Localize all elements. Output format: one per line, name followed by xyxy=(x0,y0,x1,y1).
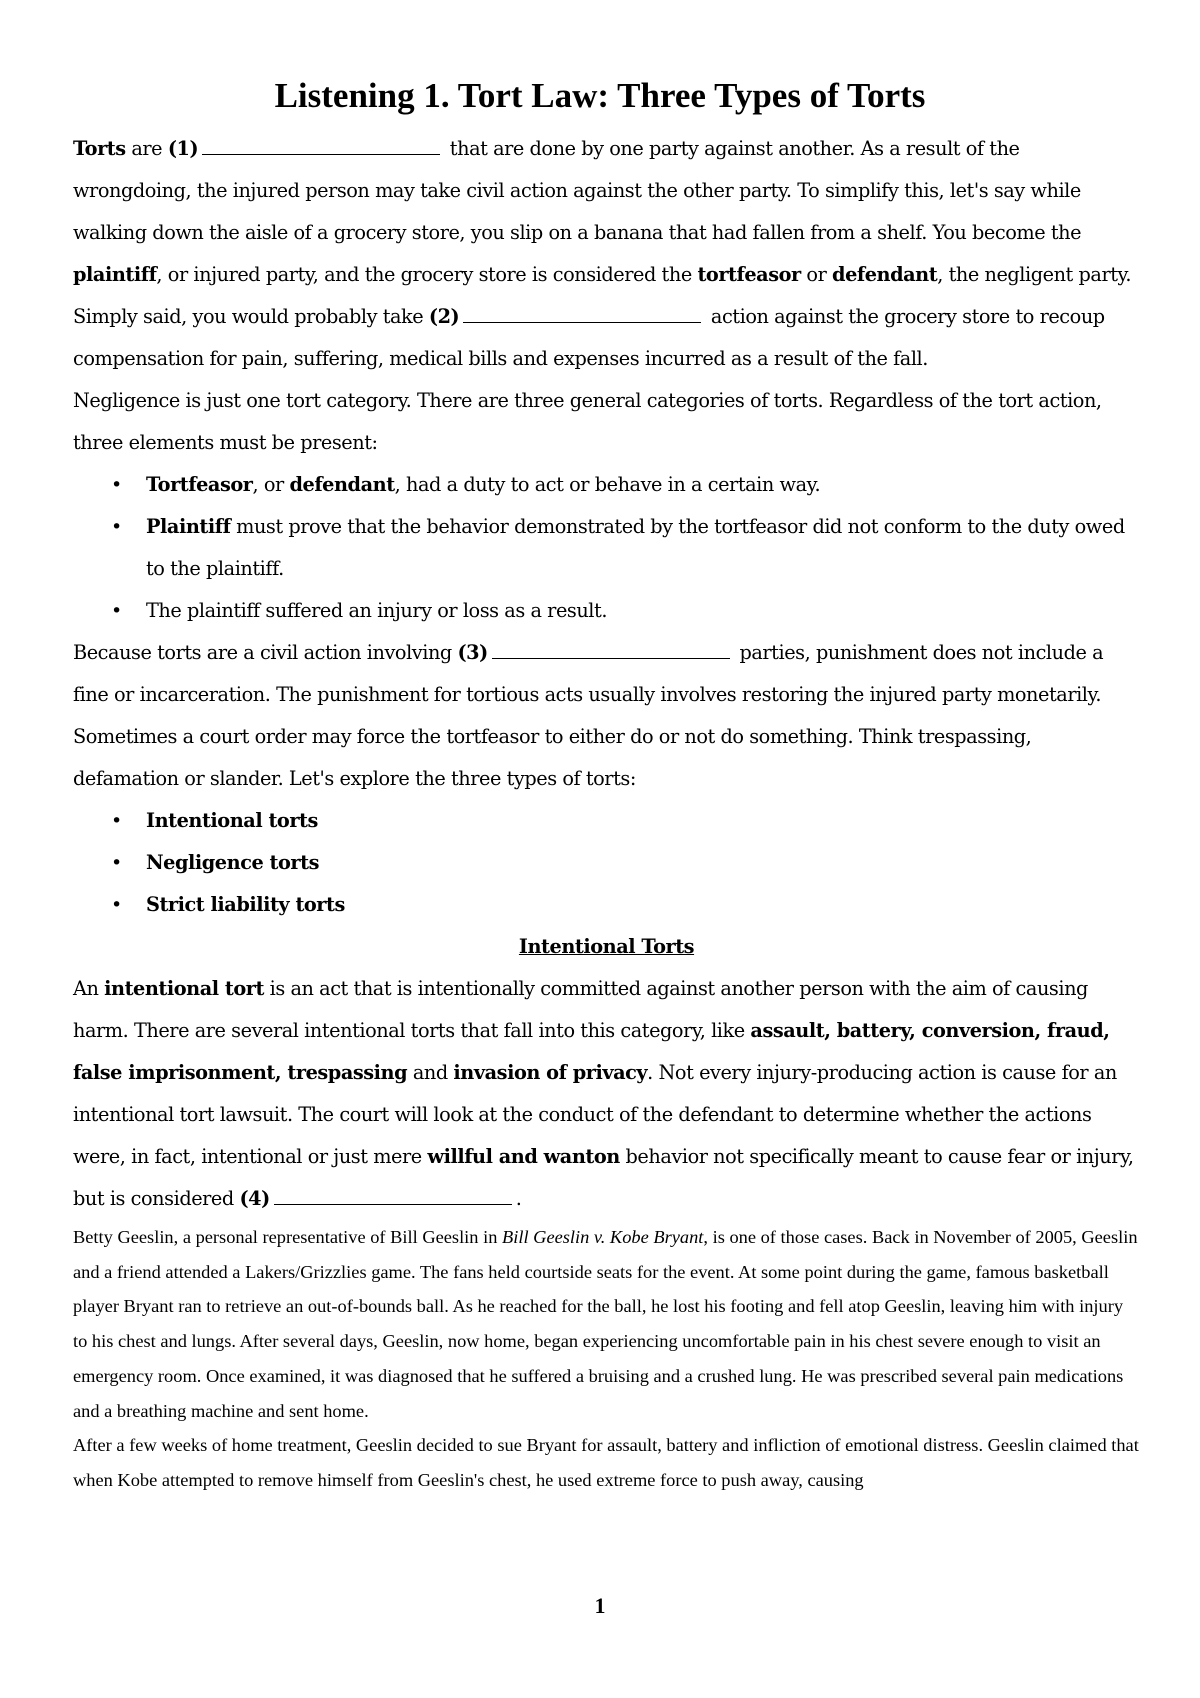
term-battery: battery xyxy=(836,1019,910,1042)
paragraph-intentional-tort xyxy=(73,968,1140,1220)
text-run: , is one of those cases. Back in November of 2005, Geeslin and a friend attended a Lakers/Grizzlies game. The fans held courtside seats for the event. At some point during the game, famous basketball player Bryant ran to retrieve an out-of-bounds ball. As he reached for the ball, he lost his footing and fell atop Geeslin, leaving him with injury to his chest and lungs. After several days, Geeslin, now home, began experiencing uncomfortable pain in his chest severe enough to visit an emergency room. Once examined, it was diagnosed that he suffered a bruising and a crushed lung. He was prescribed several pain medications and a breathing machine and sent home. xyxy=(73,1227,1138,1421)
paragraph-case-lawsuit: After a few weeks of home treatment, Geeslin decided to sue Bryant for assault, battery and infliction of emotional distress. Geeslin claimed that when Kobe attempted to remove himself from Geeslin's chest, he used extreme force to push away, causing xyxy=(73,1435,1139,1490)
blank-label-4: (4) xyxy=(239,1187,270,1210)
text-run: must prove that the behavior demonstrated by the tortfeasor did not conform to the duty owed to the plaintiff. xyxy=(146,515,1125,580)
section-heading-intentional-torts: Intentional Torts xyxy=(518,935,695,958)
term-defendant: defendant xyxy=(832,263,938,286)
term-willful-and-wanton: willful and wanton xyxy=(427,1145,620,1168)
text-run: , xyxy=(1034,1019,1048,1042)
term-tortfeasor: Tortfeasor xyxy=(146,473,253,496)
term-assault: assault xyxy=(750,1019,825,1042)
text-run: . Not every injury-producing action is cause for an intentional tort lawsuit. The court will look at the conduct of the defendant to determine whether the actions were, in fact, intentional or just mere xyxy=(73,1061,1117,1168)
text-run: Betty Geeslin, a personal representative of Bill Geeslin in xyxy=(73,1227,502,1247)
text-run: Because torts are a civil action involving xyxy=(73,641,458,664)
term-intentional-tort: intentional tort xyxy=(104,977,264,1000)
term-defendant: defendant xyxy=(289,473,395,496)
term-torts: Torts xyxy=(73,137,126,160)
tort-types-list xyxy=(73,800,1140,926)
text-run: or xyxy=(800,263,833,286)
text-run: , xyxy=(909,1019,922,1042)
text-run: , the negligent party. xyxy=(937,263,1132,286)
text-run: , xyxy=(824,1019,837,1042)
text-run: The plaintiff suffered an injury or loss as a result. xyxy=(146,599,608,622)
text-run: action against the grocery store to recoup compensation for pain, suffering, medical bills and expenses incurred as a result of the fall. xyxy=(73,305,1105,370)
fill-in-blank-3[interactable] xyxy=(492,638,730,659)
text-run: is an act that is intentionally committed against another person with the aim of causing harm. There are several intentional torts that fall into this category, like xyxy=(73,977,1088,1042)
term-conversion: conversion xyxy=(921,1019,1035,1042)
page-title: Listening 1. Tort Law: Three Types of Torts xyxy=(274,76,926,115)
fill-in-blank-1[interactable] xyxy=(202,134,440,155)
list-item xyxy=(73,464,1140,506)
text-run: that are done by one party against another. As a result of the wrongdoing, the injured person may take civil action against the other party. To simplify this, let's say while walking down the aisle of a grocery store, you slip on a banana that had fallen from a shelf. You become the xyxy=(73,137,1082,244)
text-run: , or injured party, and the grocery store is considered the xyxy=(156,263,698,286)
text-run: and xyxy=(407,1061,454,1084)
term-plaintiff: plaintiff xyxy=(73,263,157,286)
term-trespassing: trespassing xyxy=(287,1061,408,1084)
text-run: , had a duty to act or behave in a certain way. xyxy=(394,473,821,496)
list-item xyxy=(73,842,1140,884)
term-plaintiff: Plaintiff xyxy=(146,515,231,538)
blank-label-2: (2) xyxy=(428,305,460,328)
text-run: are xyxy=(125,137,168,160)
paragraph-simply-said xyxy=(73,296,1140,380)
text-run: , xyxy=(274,1061,288,1084)
text-run: . xyxy=(515,1187,522,1210)
list-item xyxy=(73,800,1140,842)
paragraph-punishment xyxy=(73,632,1140,800)
tort-type-label: Intentional torts xyxy=(146,809,318,832)
fill-in-blank-2[interactable] xyxy=(463,302,701,323)
document-body xyxy=(73,128,1140,1498)
paragraph-negligence: Negligence is just one tort category. There are three general categories of torts. Regardless of the tort action, three elements must be present: xyxy=(73,389,1102,454)
paragraph-case-geeslin xyxy=(73,1220,1140,1428)
elements-list xyxy=(73,464,1140,632)
case-name: Bill Geeslin v. Kobe Bryant xyxy=(502,1227,704,1247)
text-run: behavior not specifically meant to cause fear or injury, but is considered xyxy=(73,1145,1134,1210)
term-fraud-false-imprisonment: fraud, false imprisonment xyxy=(73,1019,1110,1084)
paragraph-definition xyxy=(73,128,1140,296)
text-run: An xyxy=(73,977,105,1000)
fill-in-blank-4[interactable] xyxy=(274,1184,512,1205)
list-item xyxy=(73,590,1140,632)
tort-type-label: Strict liability torts xyxy=(146,893,345,916)
list-item xyxy=(73,884,1140,926)
text-run: , or xyxy=(252,473,290,496)
term-tortfeasor: tortfeasor xyxy=(697,263,801,286)
term-invasion-of-privacy: invasion of privacy xyxy=(453,1061,648,1084)
blank-label-3: (3) xyxy=(457,641,488,664)
tort-type-label: Negligence torts xyxy=(146,851,319,874)
list-item xyxy=(73,506,1140,590)
text-run: parties, punishment does not include a fine or incarceration. The punishment for tortious acts usually involves restoring the injured party monetarily. Sometimes a court order may force the tortfeasor to either do or not do something. Think trespassing, defamation or slander. Let's explore the three types of torts: xyxy=(73,641,1104,790)
text-run: Simply said, you would probably take xyxy=(73,305,429,328)
blank-label-1: (1) xyxy=(167,137,199,160)
page-number: 1 xyxy=(594,1593,606,1618)
